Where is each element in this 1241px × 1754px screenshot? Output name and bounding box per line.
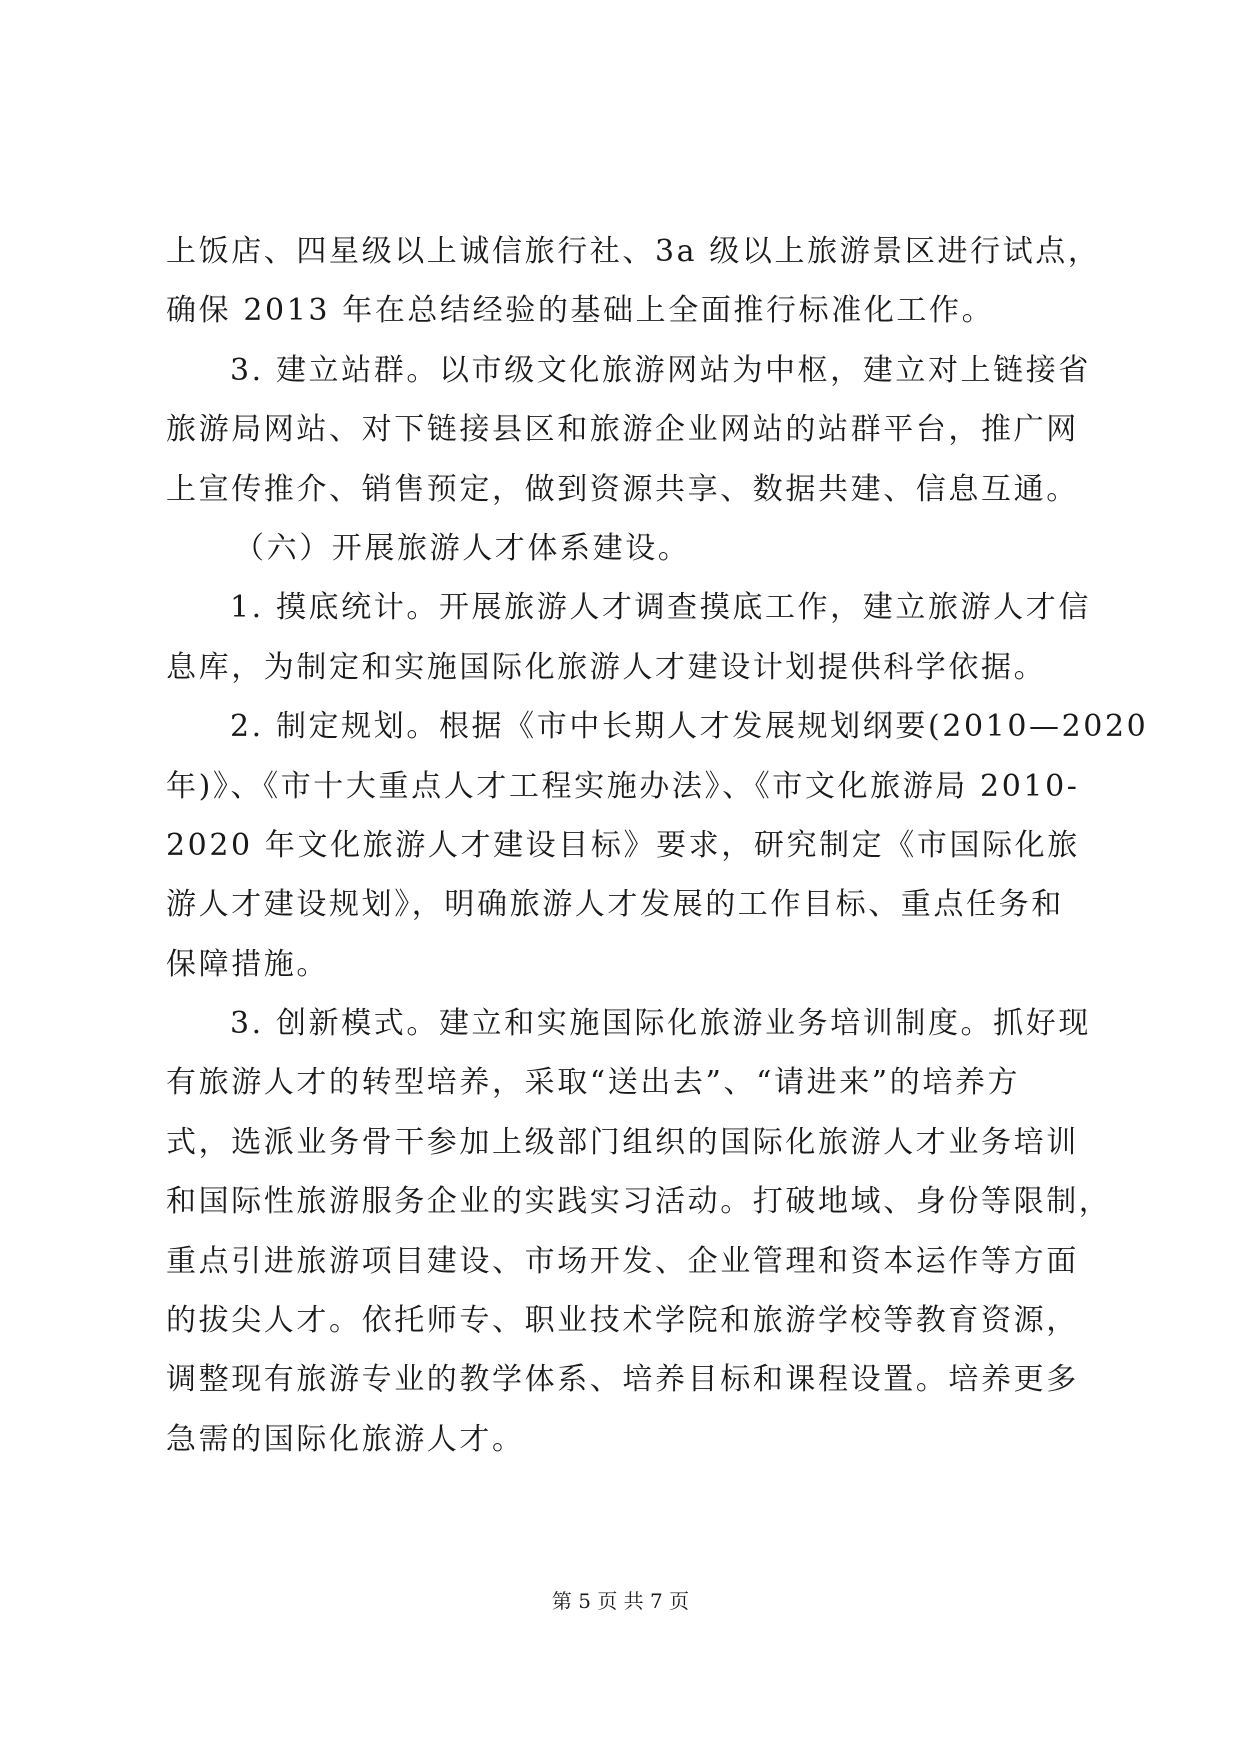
- text-line: 的拔尖人才。依托师专、职业技术学院和旅游学校等教育资源，: [166, 1303, 1079, 1339]
- section-heading: （六）开展旅游人才体系建设。: [234, 530, 691, 566]
- paragraph-start-line: 3. 创新模式。建立和实施国际化旅游业务培训制度。抓好现: [230, 1006, 1091, 1042]
- paragraph-start-line: 1. 摸底统计。开展旅游人才调查摸底工作，建立旅游人才信: [230, 590, 1091, 626]
- text-line: 2020 年文化旅游人才建设目标》要求，研究制定《市国际化旅: [166, 827, 1080, 863]
- page-number-footer: 第 5 页 共 7 页: [551, 1589, 690, 1613]
- text-line: 游人才建设规划》，明确旅游人才发展的工作目标、重点任务和: [166, 887, 1064, 923]
- document-body: [166, 222, 1149, 1469]
- text-line: 确保 2013 年在总结经验的基础上全面推行标准化工作。: [166, 293, 995, 329]
- text-line: 旅游局网站、对下链接县区和旅游企业网站的站群平台，推广网: [166, 412, 1079, 448]
- text-line: 上宣传推介、销售预定，做到资源共享、数据共建、信息互通。: [166, 471, 1079, 507]
- text-line: 保障措施。: [166, 946, 329, 982]
- text-line: 上饭店、四星级以上诚信旅行社、3a 级以上旅游景区进行试点，: [166, 234, 1101, 269]
- text-line: 和国际性旅游服务企业的实践实习活动。打破地域、身份等限制，: [166, 1184, 1112, 1220]
- text-line: 急需的国际化旅游人才。: [166, 1421, 525, 1457]
- text-line: 有旅游人才的转型培养，采取“送出去”、“请进来”的培养方: [166, 1065, 1021, 1101]
- text-line: 重点引进旅游项目建设、市场开发、企业管理和资本运作等方面: [166, 1243, 1079, 1279]
- text-line: 息库，为制定和实施国际化旅游人才建设计划提供科学依据。: [166, 649, 1047, 685]
- text-line: 调整现有旅游专业的教学体系、培养目标和课程设置。培养更多: [166, 1362, 1079, 1398]
- text-line: 年)》、《市十大重点人才工程实施办法》、《市文化旅游局 2010-: [166, 768, 1080, 804]
- paragraph-start-line: 2. 制定规划。根据《市中长期人才发展规划纲要(2010—2020: [230, 709, 1149, 745]
- text-line: 式，选派业务骨干参加上级部门组织的国际化旅游人才业务培训: [166, 1124, 1079, 1160]
- paragraph-start-line: 3. 建立站群。以市级文化旅游网站为中枢，建立对上链接省: [230, 352, 1091, 388]
